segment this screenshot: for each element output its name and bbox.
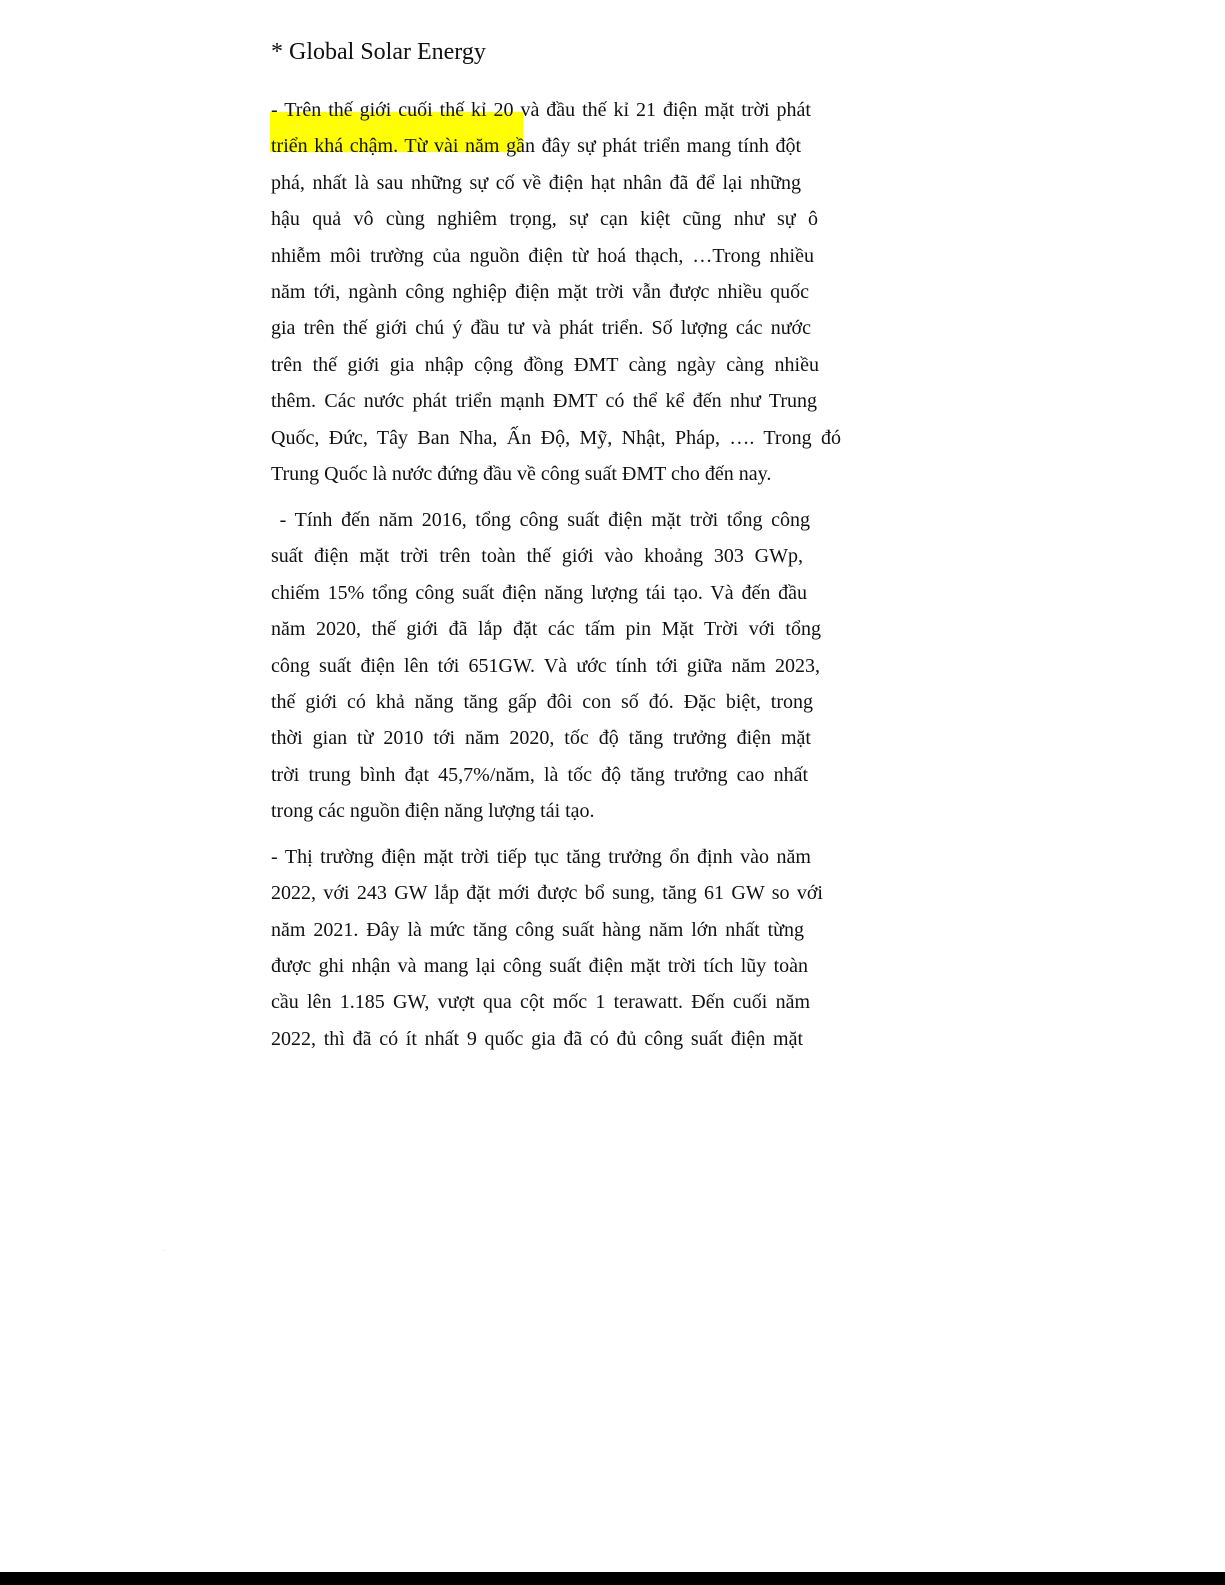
paragraph-line: trên thế giới gia nhập cộng đồng ĐMT càng ngày càng nhiều [271, 354, 819, 376]
paragraph-line: gia trên thế giới chú ý đầu tư và phát triển. Số lượng các nước [271, 317, 811, 339]
document-heading: * Global Solar Energy [271, 39, 486, 65]
paragraph-line: công suất điện lên tới 651GW. Và ước tính tới giữa năm 2023, [271, 655, 820, 677]
paragraph-line: được ghi nhận và mang lại công suất điện mặt trời tích lũy toàn [271, 955, 808, 977]
paragraph-line: 2022, với 243 GW lắp đặt mới được bổ sung, tăng 61 GW so với [271, 882, 823, 904]
paragraph-line: năm 2020, thế giới đã lắp đặt các tấm pin Mặt Trời với tổng [271, 618, 821, 640]
paragraph-line: triển khá chậm. Từ vài năm gần đây sự phát triển mang tính đột [271, 135, 801, 157]
paragraph-line: trong các nguồn điện năng lượng tái tạo. [271, 800, 595, 822]
paragraph-line: thế giới có khả năng tăng gấp đôi con số đó. Đặc biệt, trong [271, 691, 813, 713]
paragraph-line: năm tới, ngành công nghiệp điện mặt trời vẫn được nhiều quốc [271, 281, 809, 303]
paragraph-line: Quốc, Đức, Tây Ban Nha, Ấn Độ, Mỹ, Nhật, Pháp, …. Trong đó [271, 427, 841, 449]
paragraph-line: 2022, thì đã có ít nhất 9 quốc gia đã có đủ công suất điện mặt [271, 1028, 803, 1050]
paragraph-line: thêm. Các nước phát triển mạnh ĐMT có thể kể đến như Trung [271, 390, 817, 412]
paragraph-line: Trung Quốc là nước đứng đầu về công suất ĐMT cho đến nay. [271, 463, 772, 485]
paragraph-line: trời trung bình đạt 45,7%/năm, là tốc độ tăng trưởng cao nhất [271, 764, 808, 786]
paragraph-line: phá, nhất là sau những sự cố về điện hạt nhân đã để lại những [271, 172, 801, 194]
paragraph-line: - Trên thế giới cuối thế kỉ 20 và đầu thế kỉ 21 điện mặt trời phát [271, 99, 811, 121]
paragraph-line: năm 2021. Đây là mức tăng công suất hàng năm lớn nhất từng [271, 919, 804, 941]
bottom-border [0, 1572, 1225, 1585]
paragraph-line: hậu quả vô cùng nghiêm trọng, sự cạn kiệt cũng như sự ô [271, 208, 818, 230]
paragraph-line: thời gian từ 2010 tới năm 2020, tốc độ tăng trưởng điện mặt [271, 727, 811, 749]
paragraph-line: - Thị trường điện mặt trời tiếp tục tăng trưởng ổn định vào năm [271, 846, 811, 868]
paragraph-line: nhiễm môi trường của nguồn điện từ hoá thạch, …Trong nhiều [271, 245, 814, 267]
scan-speck [163, 1250, 164, 1251]
paragraph-line: - Tính đến năm 2016, tổng công suất điện mặt trời tổng công [271, 509, 810, 531]
paragraph-line: chiếm 15% tổng công suất điện năng lượng tái tạo. Và đến đầu [271, 582, 807, 604]
paragraph-line: cầu lên 1.185 GW, vượt qua cột mốc 1 terawatt. Đến cuối năm [271, 991, 810, 1013]
paragraph-line: suất điện mặt trời trên toàn thế giới vào khoảng 303 GWp, [271, 545, 803, 567]
